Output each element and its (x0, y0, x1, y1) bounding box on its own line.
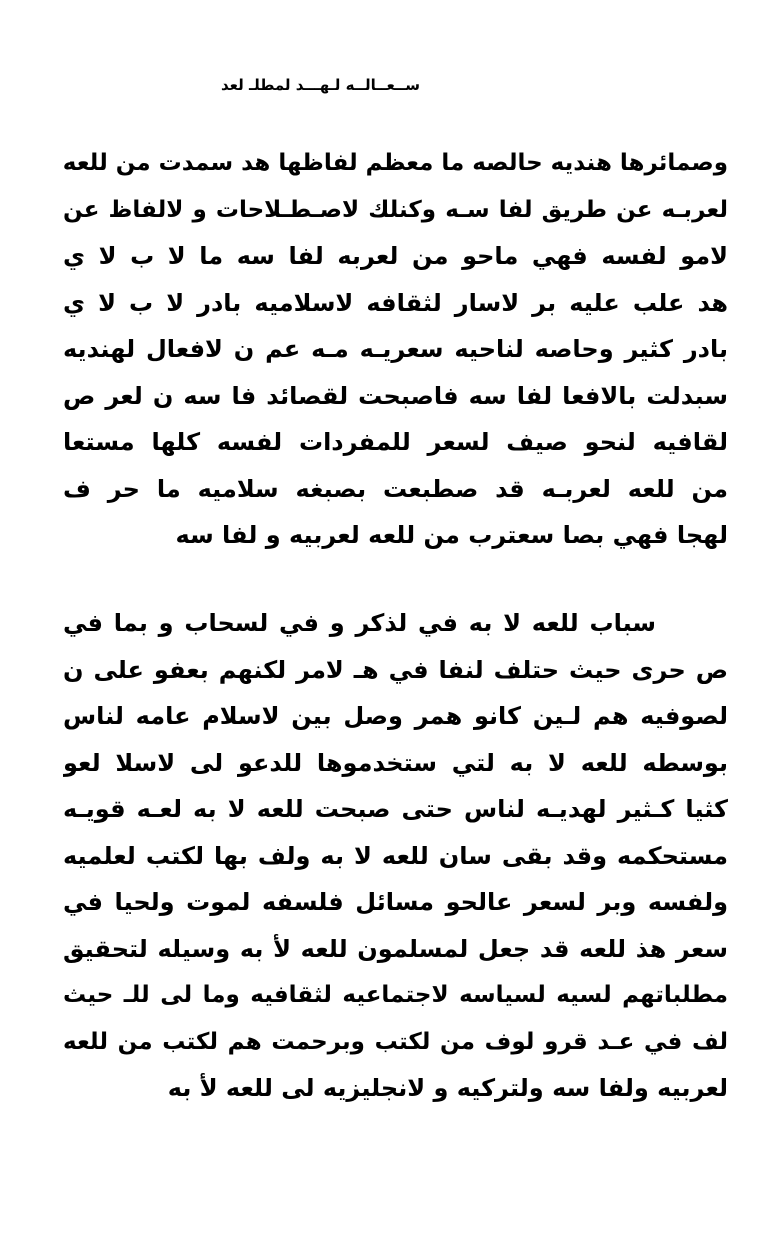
text-line: لصوفيه هم لـين كانو همر وصل بين لاسلام عامه لناس (63, 702, 728, 730)
text-line: هد علب عليه بر لاسار لثقافه لاسلاميه بادر لا ب لا ي (63, 288, 728, 317)
text-line: بادر كثير وحاصه لناحيه سعريـه مـه عم ن لافعال لهنديه (63, 335, 728, 363)
text-line: لعربيه ولفا سه ولتركيه و لانجليزيه لى للعه لأ به (167, 1074, 728, 1102)
paragraph-1 (63, 140, 728, 559)
text-line: ص حرى حيث حتلف لنفا في هـ لامر لكنهم بعفو على ن (63, 655, 728, 684)
text-line: لهجا فهي بصا سعترب من للعه لعربيه و لفا سه (175, 521, 728, 549)
paragraph-2 (63, 600, 728, 1112)
text-line: لف في عـد قرو لوف من لكتب وبرحمت هم لكتب من للعه (63, 1028, 728, 1055)
text-line: من للعه لعربـه قد صطبعت بصبغه سلاميه ما حر ف (63, 474, 728, 503)
text-line: سباب للعه لا به في لذكر و في لسحاب و بما في (63, 609, 656, 637)
text-line: بوسطه للعه لا به لتي ستخدموها للدعو لى لاسلا لعو (63, 748, 728, 777)
text-line: سعر هذ للعه قد جعل لمسلمون للعه لأ به وسيله لتحقيق (63, 934, 728, 963)
text-line: كثيا كـثير لهديـه لناس حتى صبحت للعه لا به لعـه قويـه (63, 795, 728, 823)
text-line: لامو لفسه فهي ماحو من لعربه لفا سه ما لا ب لا ي (63, 242, 728, 270)
text-line: وصمائرها هنديه حالصه ما معظم لفاظها هد سمدت من للعه (63, 150, 728, 176)
running-header: ســعــالــه لـهـــد لمطلـ لعد (220, 76, 420, 94)
text-line: مطلباتهم لسيه لسياسه لاجتماعيه لثقافيه وما لى للـ حيث (63, 982, 728, 1008)
text-line: ولفسه وبر لسعر عالحو مسائل فلسفه لموت ولحيا في (63, 888, 728, 916)
text-line: لعربـه عن طريق لفا سـه وكنلك لاصـطـلاحات و لالفاظ عن (63, 196, 728, 223)
text-line: مستحكمه وقد بقى سان للعه لا به ولف بها لكتب لعلميه (63, 841, 728, 870)
text-line: لقافيه لنحو صيف لسعر للمفردات لفسه كلها مستعا (63, 428, 728, 456)
text-line: سبدلت بالافعا لفا سه فاصبحت لقصائد فا سه ن لعر ص (63, 381, 728, 410)
